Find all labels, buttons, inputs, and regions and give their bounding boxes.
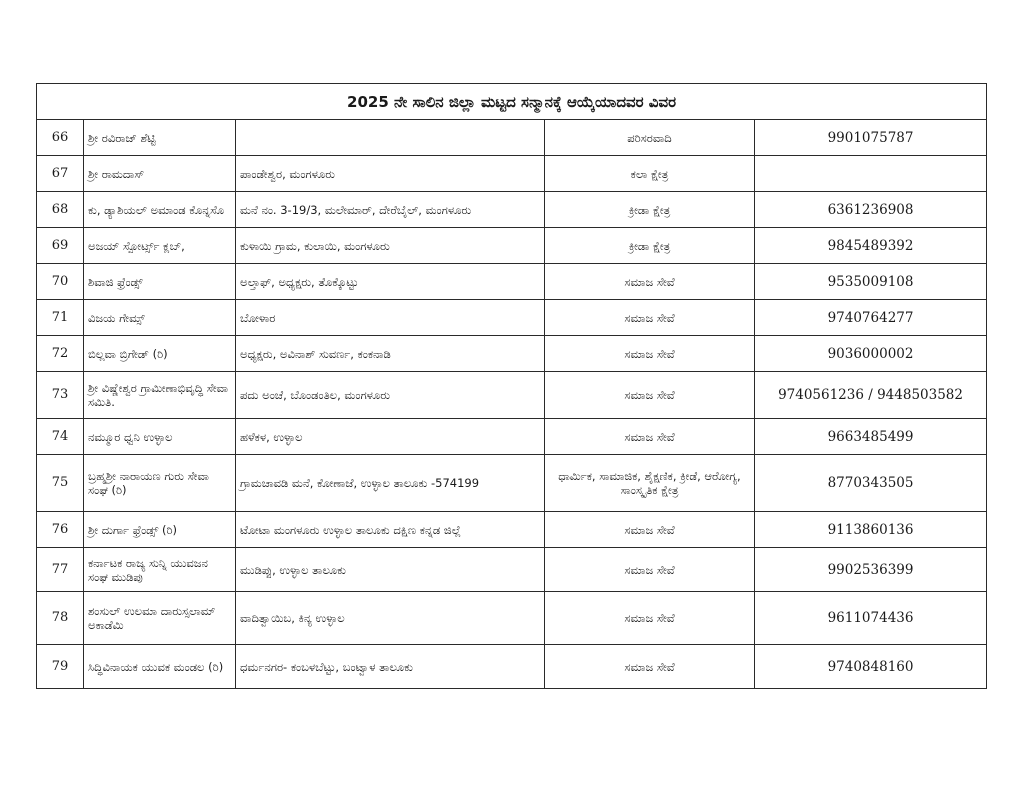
- table-row: [37, 372, 987, 419]
- awardee-name: ಬಿಲ್ಲವಾ ಬ್ರಿಗೇಡ್ (ರಿ): [84, 336, 236, 372]
- table-row: [37, 300, 987, 336]
- row-number: 73: [37, 372, 84, 419]
- awardee-field: ಕ್ರೀಡಾ ಕ್ಷೇತ್ರ: [545, 192, 755, 228]
- awardee-name: ಶ್ರೀ ರಾಮದಾಸ್: [84, 156, 236, 192]
- table-title: 2025 ನೇ ಸಾಲಿನ ಜಿಲ್ಲಾ ಮಟ್ಟದ ಸನ್ಮಾನಕ್ಕೆ ಆಯ್ಕೆಯಾದವರ ವಿವರ: [37, 84, 987, 120]
- table-row: [37, 336, 987, 372]
- table-row: [37, 512, 987, 548]
- awardee-field: ಸಮಾಜ ಸೇವೆ: [545, 548, 755, 592]
- awardee-field: ಸಮಾಜ ಸೇವೆ: [545, 372, 755, 419]
- row-number: 70: [37, 264, 84, 300]
- table-row: [37, 455, 987, 512]
- row-number: 68: [37, 192, 84, 228]
- row-number: 72: [37, 336, 84, 372]
- awardee-address: ಅಲ್ತಾಫ್, ಅಧ್ಯಕ್ಷರು, ತೊಕ್ಕೊಟ್ಟು: [236, 264, 545, 300]
- awardee-address: ಹಳೆಕಳ, ಉಳ್ಳಾಲ: [236, 419, 545, 455]
- awardee-phone: 9036000002: [755, 336, 987, 372]
- awardee-field: ಸಮಾಜ ಸೇವೆ: [545, 419, 755, 455]
- row-number: 66: [37, 120, 84, 156]
- awardee-phone: 9113860136: [755, 512, 987, 548]
- awardee-address: ಗ್ರಾಮಚಾವಡಿ ಮನೆ, ಕೋಣಾಜೆ, ಉಳ್ಳಾಲ ತಾಲೂಕು -574199: [236, 455, 545, 512]
- awardee-field: ಸಮಾಜ ಸೇವೆ: [545, 512, 755, 548]
- row-number: 74: [37, 419, 84, 455]
- row-number: 67: [37, 156, 84, 192]
- awardee-name: ಶ್ರೀ ವಿಷ್ಣೇಶ್ವರ ಗ್ರಾಮೀಣಾಭಿವೃದ್ಧಿ ಸೇವಾ ಸಮಿತಿ.: [84, 372, 236, 419]
- row-number: 79: [37, 645, 84, 689]
- table-row: [37, 120, 987, 156]
- row-number: 77: [37, 548, 84, 592]
- awardee-name: ಕು, ಡ್ಯಾಶಿಯಲ್ ಅಮಾಂಡ ಕೊನ್ನಸೊ: [84, 192, 236, 228]
- awardee-name: ಶ್ರೀ ದುರ್ಗಾ ಫ್ರೆಂಡ್ಸ್ (ರಿ): [84, 512, 236, 548]
- awardee-field: ಕಲಾ ಕ್ಷೇತ್ರ: [545, 156, 755, 192]
- awardee-name: ಕರ್ನಾಟಕ ರಾಜ್ಯ ಸುನ್ನಿ ಯುವಜನ ಸಂಘ ಮುಡಿಪು: [84, 548, 236, 592]
- awardee-phone: 9901075787: [755, 120, 987, 156]
- awardee-phone: 6361236908: [755, 192, 987, 228]
- awardee-phone: 8770343505: [755, 455, 987, 512]
- awardee-field: ಸಮಾಜ ಸೇವೆ: [545, 300, 755, 336]
- awardee-name: ಶಿವಾಜಿ ಫ್ರೆಂಡ್ಸ್: [84, 264, 236, 300]
- awardee-name: ಅಜಯ್ ಸ್ಪೋರ್ಟ್ಸ್ ಕ್ಲಬ್,: [84, 228, 236, 264]
- awardee-field: ಸಮಾಜ ಸೇವೆ: [545, 592, 755, 645]
- awardee-name: ಬ್ರಹ್ಮಶ್ರೀ ನಾರಾಯಣ ಗುರು ಸೇವಾ ಸಂಘ (ರಿ): [84, 455, 236, 512]
- table-row: [37, 264, 987, 300]
- awardee-name: ಶಂಸುಲ್ ಉಲಮಾ ದಾರುಸ್ಸಲಾಮ್ ಅಕಾಡೆಮಿ: [84, 592, 236, 645]
- title-row: [37, 84, 987, 120]
- awardee-address: ಧರ್ಮನಗರ- ಕಂಬಳಬೆಟ್ಟು, ಬಂಟ್ವಾಳ ತಾಲೂಕು: [236, 645, 545, 689]
- awardee-address: ಪದು ಅಂಚೆ, ಬೊಂಡಂತಿಲ, ಮಂಗಳೂರು: [236, 372, 545, 419]
- row-number: 75: [37, 455, 84, 512]
- table-row: [37, 645, 987, 689]
- row-number: 69: [37, 228, 84, 264]
- awardee-phone: 9663485499: [755, 419, 987, 455]
- awardee-name: ಶ್ರೀ ರವಿರಾಜ್ ಶೆಟ್ಟಿ: [84, 120, 236, 156]
- table-row: [37, 548, 987, 592]
- awardee-phone: 9740764277: [755, 300, 987, 336]
- table-row: [37, 192, 987, 228]
- awardee-name: ಸಿದ್ಧಿವಿನಾಯಕ ಯುವಕ ಮಂಡಲ (ರಿ): [84, 645, 236, 689]
- table-row: [37, 228, 987, 264]
- awardee-address: ಅಧ್ಯಕ್ಷರು, ಅವಿನಾಶ್ ಸುವರ್ಣ, ಕಂಕನಾಡಿ: [236, 336, 545, 372]
- awardee-name: ವಿಜಯ ಗೇಮ್ಸ್: [84, 300, 236, 336]
- awardee-phone: 9740848160: [755, 645, 987, 689]
- table-row: [37, 592, 987, 645]
- awardee-address: ಪಾಂಡೇಶ್ವರ, ಮಂಗಳೂರು: [236, 156, 545, 192]
- row-number: 71: [37, 300, 84, 336]
- awardee-address: ಮುಡಿಪ್ಪು, ಉಳ್ಳಾಲ ತಾಲೂಕು: [236, 548, 545, 592]
- awardee-phone: 9845489392: [755, 228, 987, 264]
- awardee-address: ಮನೆ ನಂ. 3-19/3, ಮಲೇಮಾರ್, ದೇರೆಬೈಲ್, ಮಂಗಳೂರು: [236, 192, 545, 228]
- awardee-phone: [755, 156, 987, 192]
- awardee-phone: 9611074436: [755, 592, 987, 645]
- awardee-phone: 9902536399: [755, 548, 987, 592]
- awardee-field: ಸಮಾಜ ಸೇವೆ: [545, 645, 755, 689]
- table-row: [37, 156, 987, 192]
- awardee-field: ಸಮಾಜ ಸೇವೆ: [545, 264, 755, 300]
- table-row: [37, 419, 987, 455]
- awardee-address: ಕುಳಾಯಿ ಗ್ರಾಮ, ಕುಲಾಯಿ, ಮಂಗಳೂರು: [236, 228, 545, 264]
- table-body: [37, 120, 987, 689]
- awardee-field: ಕ್ರೀಡಾ ಕ್ಷೇತ್ರ: [545, 228, 755, 264]
- awardee-field: ಸಮಾಜ ಸೇವೆ: [545, 336, 755, 372]
- awardee-phone: 9740561236 / 9448503582: [755, 372, 987, 419]
- awardees-table: [36, 83, 987, 689]
- awardee-address: ಟೋಟಾ ಮಂಗಳೂರು ಉಳ್ಳಾಲ ತಾಲೂಕು ದಕ್ಷಿಣ ಕನ್ನಡ ಜಿಲ್ಲೆ: [236, 512, 545, 548]
- awardee-address: ಬೋಳಾರ: [236, 300, 545, 336]
- awardee-field: ಪರಿಸರವಾದಿ: [545, 120, 755, 156]
- awardee-name: ನಮ್ಮೂರ ಧ್ವನಿ ಉಳ್ಳಾಲ: [84, 419, 236, 455]
- awardee-address: ವಾದಿತ್ವಾಯಿಬ, ಕಿನ್ಯ ಉಳ್ಳಾಲ: [236, 592, 545, 645]
- awardee-address: [236, 120, 545, 156]
- row-number: 76: [37, 512, 84, 548]
- awardee-phone: 9535009108: [755, 264, 987, 300]
- row-number: 78: [37, 592, 84, 645]
- awardee-field: ಧಾರ್ಮಿಕ, ಸಾಮಾಜಿಕ, ಶೈಕ್ಷಣಿಕ, ಕ್ರೀಡೆ, ಆರೋಗ್ಯ, ಸಾಂಸ್ಕೃತಿಕ ಕ್ಷೇತ್ರ: [545, 455, 755, 512]
